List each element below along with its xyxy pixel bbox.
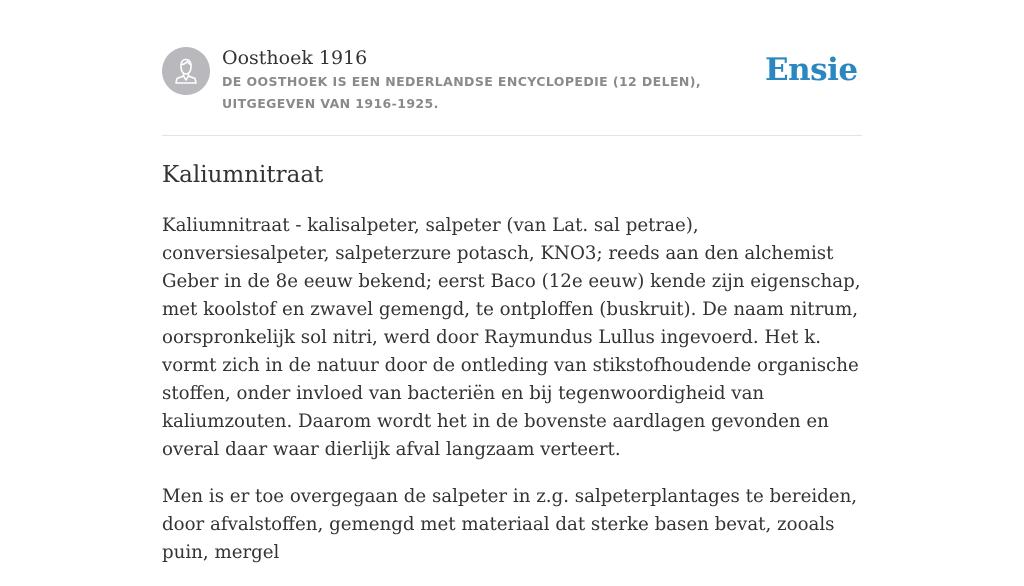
source-avatar[interactable] xyxy=(162,47,210,95)
source-description: DE OOSTHOEK IS EEN NEDERLANDSE ENCYCLOPEDIE (12 DELEN), UITGEGEVEN VAN 1916-1925. xyxy=(222,74,702,111)
article-title: Kaliumnitraat xyxy=(162,162,324,188)
page-container xyxy=(162,0,862,563)
article-paragraph: Men is er toe overgegaan de salpeter in z.g. salpeterplantages te bereiden, door afvalstoffen, gemengd met materiaal dat sterke basen bevat, zooals puin, mergel xyxy=(162,486,858,563)
article-paragraph: Kaliumnitraat - kalisalpeter, salpeter (van Lat. sal petrae), conversiesalpeter, salpeterzure potasch, KNO3; reeds aan den alchemist Geber in de 8e eeuw bekend; eerst Baco (12e eeuw) kende zijn eigenschap, met koolstof en zwavel gemengd, te ontploffen (buskruit). De naam nitrum, oorspronkelijk sol nitri, werd door Raymundus Lullus ingevoerd. Het k. vormt zich in de natuur door de ontleding van stikstofhoudende organische stoffen, onder invloed van bacteriën en bij tegenwoordigheid van kaliumzouten. Daarom wordt het in de bovenste aardlagen gevonden en overal daar waar dierlijk afval langzaam verteert. xyxy=(162,215,861,460)
source-header xyxy=(162,0,862,136)
ensie-logo[interactable]: Ensie xyxy=(765,52,858,88)
source-title[interactable]: Oosthoek 1916 xyxy=(222,47,368,69)
user-silhouette-icon xyxy=(162,47,210,95)
article-body xyxy=(162,212,864,586)
